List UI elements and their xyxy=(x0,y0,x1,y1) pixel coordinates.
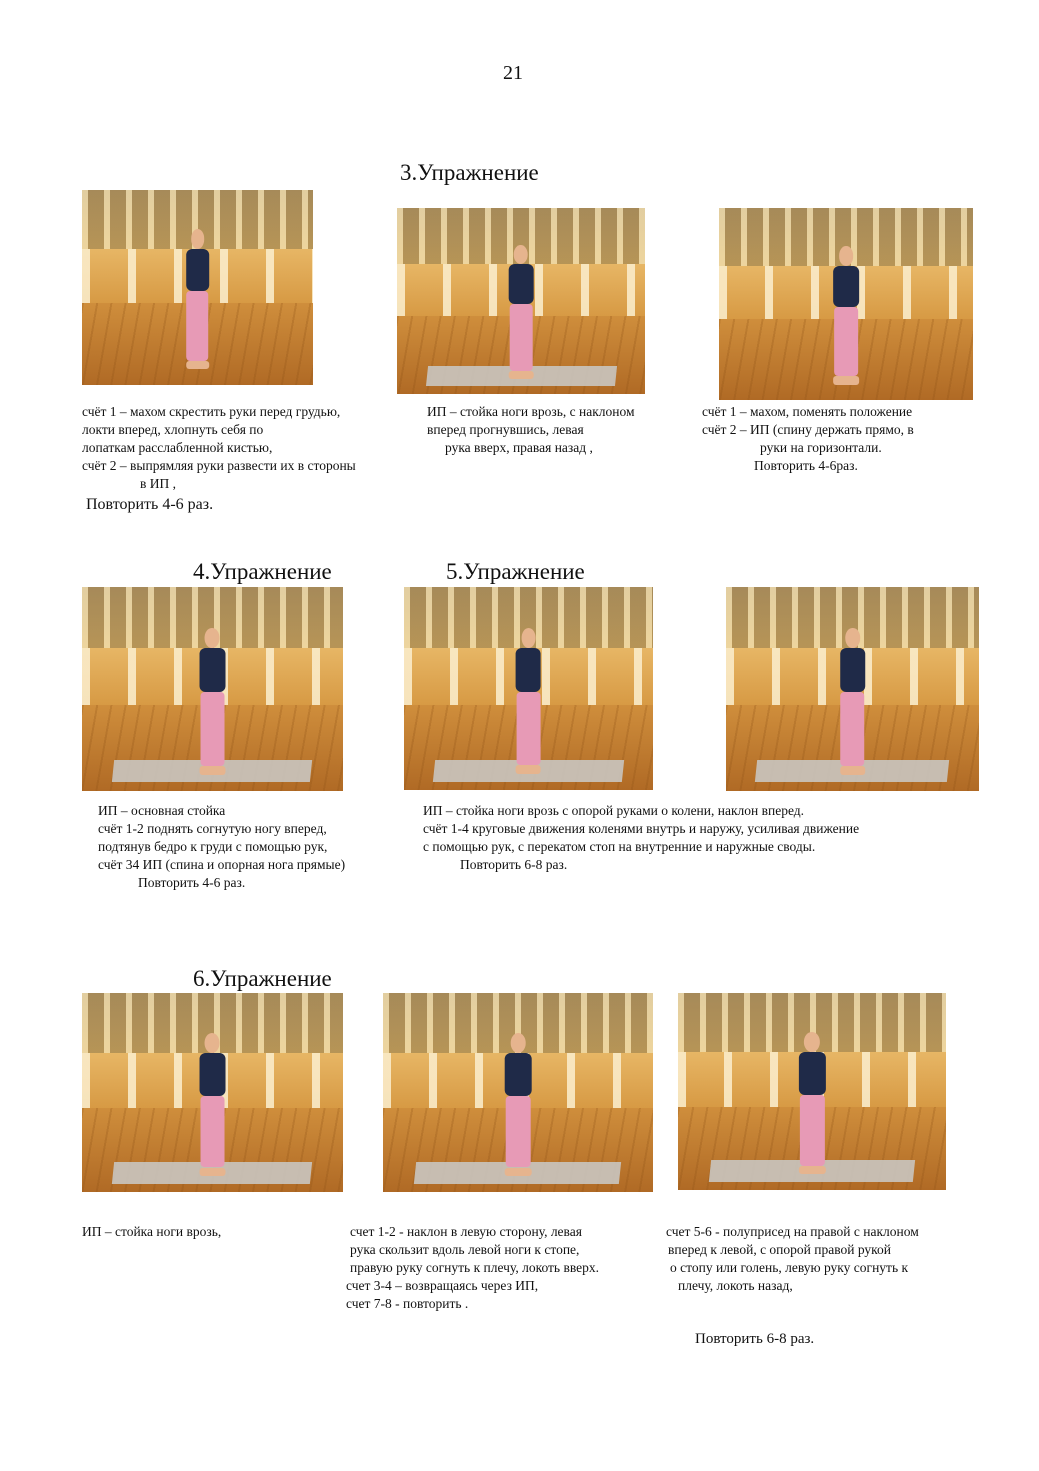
exercise-3-caption-1: счёт 1 – махом скрестить руки перед грудью, локти вперед, хлопнуть себя по лопаткам расслабленной кистью, счёт 2 – выпрямляя руки развести их в стороны в ИП , xyxy=(82,404,356,491)
exercise-6-repeat: Повторить 6-8 раз. xyxy=(695,1331,815,1347)
person-figure xyxy=(823,246,869,384)
exercise-6-title: 6.Упражнение xyxy=(193,966,332,991)
exercise-6-caption-2: счет 1-2 - наклон в левую сторону, левая рука скользит вдоль левой ноги к стопе, правую руку согнуть к плечу, локоть вверх. счет 3-4 – возвращаясь через ИП, счет 7-8 - повторить . xyxy=(346,1224,599,1311)
person-figure xyxy=(830,628,876,775)
exercise-3-title: 3.Упражнение xyxy=(400,160,539,185)
exercise-5-title: 5.Упражнение xyxy=(446,559,585,584)
exercise-5-photo-2 xyxy=(726,587,979,791)
exercise-6-caption-1: ИП – стойка ноги врозь, xyxy=(82,1224,222,1239)
exercise-4-caption: ИП – основная стойка счёт 1-2 поднять согнутую ногу вперед, подтянув бедро к груди с помощью рук, счёт 34 ИП (спина и опорная нога прямые) Повторить 4-6 раз. xyxy=(98,803,346,890)
exercise-3-caption-2: ИП – стойка ноги врозь, с наклоном вперед прогнувшись, левая рука вверх, правая назад , xyxy=(427,404,635,455)
exercise-3-photo-3 xyxy=(719,208,973,400)
person-figure xyxy=(189,628,236,775)
person-figure xyxy=(506,628,551,774)
exercise-4-photo xyxy=(82,587,343,791)
exercise-6-photo-1 xyxy=(82,993,343,1192)
exercise-3-caption-3: счёт 1 – махом, поменять положение счёт 2 – ИП (спину держать прямо, в руки на горизонтали. Повторить 4-6раз. xyxy=(702,404,914,473)
exercise-6-photo-3 xyxy=(678,993,946,1190)
person-figure xyxy=(177,229,219,369)
exercise-5-caption: ИП – стойка ноги врозь с опорой руками о колени, наклон вперед. счёт 1-4 круговые движения коленями внутрь и наружу, усиливая движение с помощью рук, с перекатом стоп на внутренние и наружные своды. Повторить 6-8 раз. xyxy=(423,803,860,872)
exercise-3-repeat: Повторить 4-6 раз. xyxy=(86,496,214,513)
exercise-4-title: 4.Упражнение xyxy=(193,559,332,584)
exercise-3-photo-2 xyxy=(397,208,645,394)
exercise-3-photo-1 xyxy=(82,190,313,385)
page-number: 21 xyxy=(503,62,523,84)
person-figure xyxy=(499,245,544,379)
person-figure xyxy=(189,1033,236,1176)
exercise-6-caption-3: счет 5-6 - полуприсед на правой с наклоном вперед к левой, с опорой правой рукой о стопу или голень, левую руку согнуть к плечу, локоть назад, xyxy=(666,1224,919,1293)
exercise-6-photo-2 xyxy=(383,993,653,1192)
person-figure xyxy=(494,1033,543,1176)
exercise-5-photo-1 xyxy=(404,587,653,790)
person-figure xyxy=(788,1032,836,1174)
